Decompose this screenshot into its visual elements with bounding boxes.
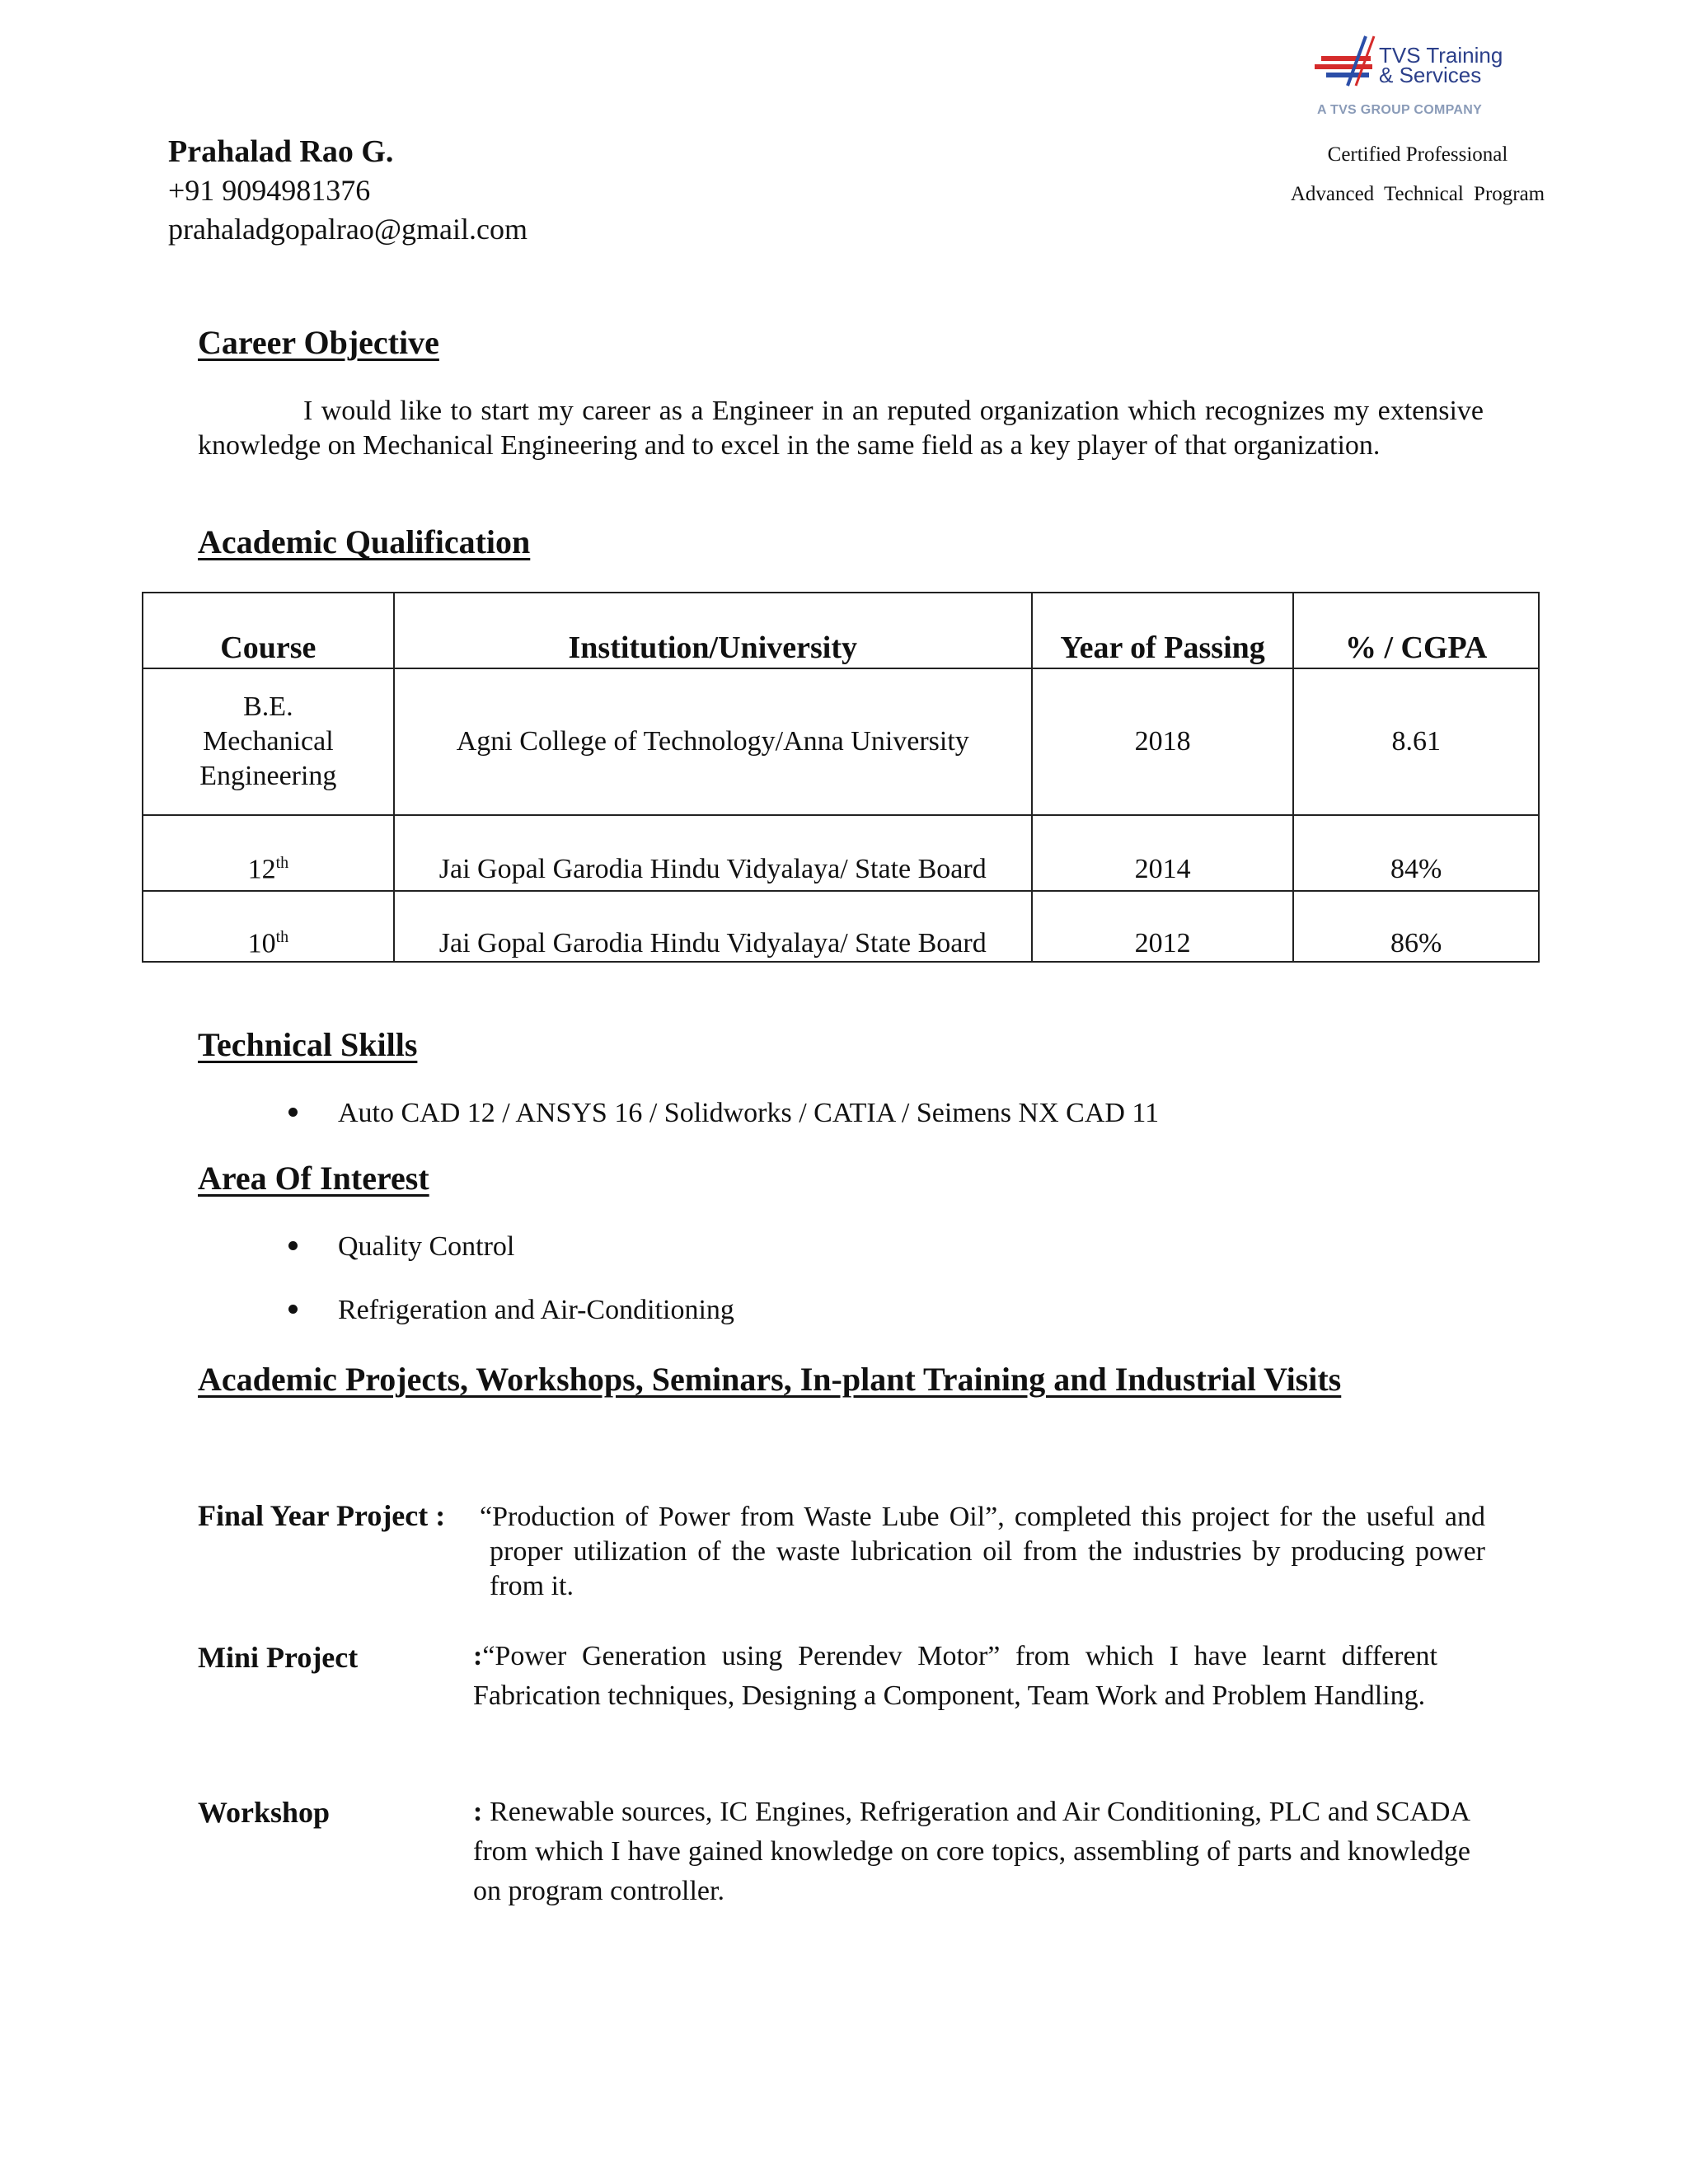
mini-project-description: “Power Generation using Perendev Motor” from which I have learnt different Fabrication techniques, Designing a Component, Team Work and Problem Handling. bbox=[473, 1641, 1437, 1711]
mini-project-colon: : bbox=[473, 1641, 483, 1671]
table-row bbox=[143, 891, 1539, 962]
bullet-icon bbox=[288, 1108, 298, 1117]
table-row bbox=[143, 815, 1539, 891]
final-year-project-description: “Production of Power from Waste Lube Oil”, completed this project for the useful and proper utilization of the waste lubrication oil from the industries by producing power from it. bbox=[480, 1502, 1485, 1601]
year-cell: 2012 bbox=[1032, 891, 1294, 962]
course-suffix: th bbox=[275, 853, 289, 872]
institution-cell: Agni College of Technology/Anna University bbox=[394, 668, 1032, 815]
course-value: 10 bbox=[247, 928, 276, 958]
interest-text: Refrigeration and Air-Conditioning bbox=[338, 1295, 734, 1325]
technical-skills-heading: Technical Skills bbox=[198, 1026, 418, 1063]
mini-project-label: Mini Project bbox=[198, 1641, 359, 1674]
year-cell: 2018 bbox=[1032, 668, 1294, 815]
score-cell: 8.61 bbox=[1293, 668, 1539, 815]
logo-tagline: A TVS GROUP COMPANY bbox=[1317, 103, 1483, 117]
certification-line2: Advanced Technical Program bbox=[1290, 183, 1545, 205]
mini-project-text bbox=[473, 1637, 1437, 1716]
course-line: B.E. bbox=[243, 691, 293, 722]
course-value: 12 bbox=[247, 854, 276, 884]
institution-cell: Jai Gopal Garodia Hindu Vidyalaya/ State Board bbox=[394, 891, 1032, 962]
course-cell bbox=[143, 668, 394, 815]
column-header-year: Year of Passing bbox=[1032, 593, 1294, 668]
logo-text-line1: TVS Training bbox=[1379, 43, 1503, 68]
table-header-row bbox=[143, 593, 1539, 668]
course-suffix: th bbox=[275, 927, 289, 946]
column-header-course: Course bbox=[143, 593, 394, 668]
candidate-email: prahaladgopalrao@gmail.com bbox=[168, 213, 528, 246]
area-of-interest-heading: Area Of Interest bbox=[198, 1160, 429, 1197]
workshop-label: Workshop bbox=[198, 1796, 331, 1829]
career-objective-heading: Career Objective bbox=[198, 324, 439, 361]
year-cell: 2014 bbox=[1032, 815, 1294, 891]
institution-cell: Jai Gopal Garodia Hindu Vidyalaya/ State Board bbox=[394, 815, 1032, 891]
candidate-phone: +91 9094981376 bbox=[168, 174, 371, 207]
workshop-text bbox=[473, 1793, 1470, 1911]
interest-text: Quality Control bbox=[338, 1231, 515, 1262]
career-objective-text: I would like to start my career as a Engineer in an reputed organization which recognizes my extensive knowledge on Mechanical Engineering and to excel in the same field as a key player of that organization. bbox=[198, 396, 1484, 461]
bullet-icon bbox=[288, 1241, 298, 1250]
course-line: Mechanical bbox=[203, 726, 334, 757]
final-year-project-text bbox=[480, 1500, 1485, 1604]
projects-heading: Academic Projects, Workshops, Seminars, In-plant Training and Industrial Visits bbox=[198, 1361, 1342, 1398]
bullet-icon bbox=[288, 1305, 298, 1314]
score-cell: 86% bbox=[1293, 891, 1539, 962]
logo-text-line2: & Services bbox=[1379, 63, 1482, 87]
column-header-score: % / CGPA bbox=[1293, 593, 1539, 668]
column-header-institution: Institution/University bbox=[394, 593, 1032, 668]
course-cell bbox=[143, 815, 394, 891]
table-row bbox=[143, 668, 1539, 815]
academic-qualification-heading: Academic Qualification bbox=[198, 523, 531, 560]
candidate-name: Prahalad Rao G. bbox=[168, 134, 394, 169]
score-cell: 84% bbox=[1293, 815, 1539, 891]
workshop-colon: : bbox=[473, 1797, 483, 1827]
skill-text: Auto CAD 12 / ANSYS 16 / Solidworks / CATIA / Seimens NX CAD 11 bbox=[338, 1098, 1160, 1128]
course-cell bbox=[143, 891, 394, 962]
final-year-project-label: Final Year Project : bbox=[198, 1499, 446, 1532]
course-line: Engineering bbox=[199, 761, 337, 791]
workshop-description: Renewable sources, IC Engines, Refrigeration and Air Conditioning, PLC and SCADA from which I have gained knowledge on core topics, assembling of parts and knowledge on program controller. bbox=[473, 1797, 1470, 1906]
certification-line1: Certified Professional bbox=[1327, 143, 1508, 166]
qualification-table bbox=[142, 592, 1540, 963]
